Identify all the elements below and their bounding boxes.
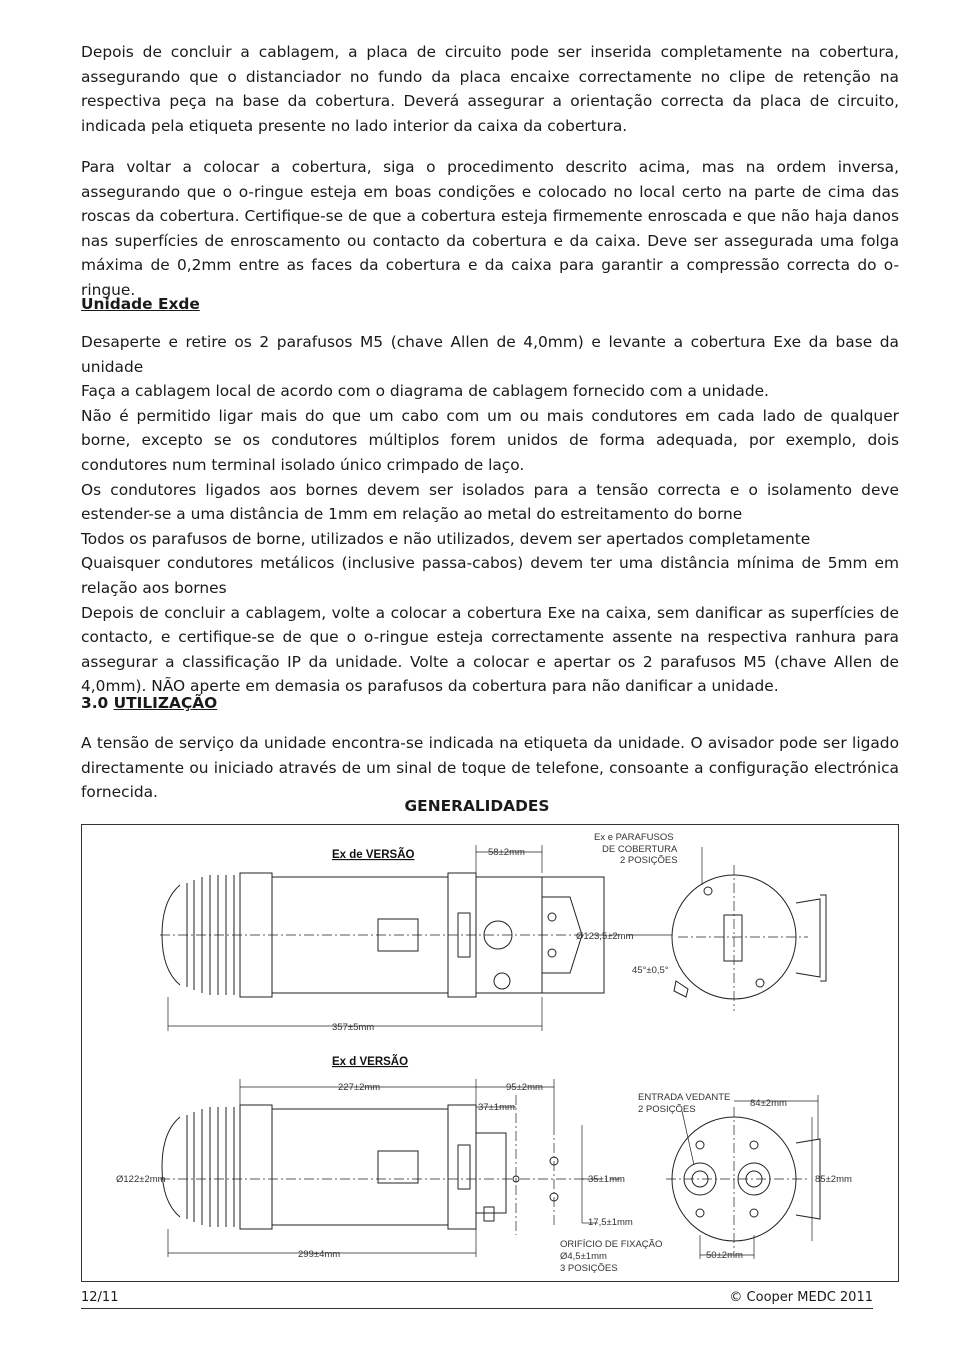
exd-version-label: Ex d VERSÃO — [332, 1056, 409, 1068]
dim-357: 357±5mm — [332, 1022, 375, 1033]
screws-label-1: Ex e PARAFUSOS — [594, 832, 674, 843]
exde-line: Desaperte e retire os 2 parafusos M5 (chave Allen de 4,0mm) e levante a cobertura Exe da base da unidade — [81, 333, 899, 376]
paragraph-text: Para voltar a colocar a cobertura, siga o procedimento descrito acima, mas na ordem inversa, assegurando que o o-ringue esteja em boas condições e colocado no local certo na parte de cima das roscas da cobertura. Certifique-se de que a cobertura esteja firmemente enroscada e que não haja danos nas superfícies de enroscamento ou contacto da cobertura e da caixa. Deve ser assegurada uma folga máxima de 0,2mm entre as faces da cobertura e da caixa para garantir a compressão correcta do o-ringue. — [81, 158, 899, 299]
gland-label-1: ENTRADA VEDANTE — [638, 1092, 731, 1103]
dim-58: 58±2mm — [488, 847, 525, 858]
screws-label-3: 2 POSIÇÕES — [620, 855, 678, 866]
section-title: UTILIZAÇÃO — [113, 694, 218, 712]
exd-lens-outline — [162, 1117, 180, 1217]
dim-17: 17,5±1mm — [588, 1217, 633, 1228]
exde-version-label: Ex de VERSÃO — [332, 849, 415, 861]
drawing-svg — [82, 825, 900, 1283]
exd-collar — [448, 1105, 476, 1229]
exd-body — [272, 1109, 448, 1225]
paragraph-text: A tensão de serviço da unidade encontra-se indicada na etiqueta da unidade. O avisador pode ser ligado directamente ou iniciado através de um sinal de toque de telefone, consoante a configuração electrónica fornecida. — [81, 734, 899, 802]
dim-122: Ø122±2mm — [116, 1174, 166, 1185]
dim-123: Ø123,5±2mm — [576, 931, 634, 942]
paragraph-text: Depois de concluir a cablagem, a placa de circuito pode ser inserida completamente na cobertura, assegurando que o distanciador no fundo da placa encaixe correctamente no clipe de retenção na respectiva peça na base da cobertura. Deverá assegurar a orientação correcta da placa de circuito, indicada pela etiqueta presente no lado interior da caixa da cobertura. — [81, 43, 899, 135]
exd-label-plate — [378, 1151, 418, 1183]
exde-instructions — [81, 330, 899, 699]
dim-84: 84±2mm — [750, 1098, 787, 1109]
paragraph-board-insertion — [81, 40, 899, 138]
dim-37: 37±1mm — [478, 1102, 515, 1113]
figure-title: GENERALIDADES — [404, 797, 550, 815]
dim-50: 50±2mm — [706, 1250, 743, 1261]
page-number: 12/11 — [81, 1290, 119, 1305]
dim-95: 95±2mm — [506, 1082, 543, 1093]
copyright: © Cooper MEDC 2011 — [729, 1290, 873, 1305]
exde-line: Depois de concluir a cablagem, volte a colocar a cobertura Exe na caixa, sem danificar as superfícies de contacto, e certifique-se de que o o-ringue esteja correctamente assente na respectiva ranhura para assegurar a classificação IP da unidade. Volte a colocar e apertar os 2 parafusos M5 (chave Allen de 4,0mm). NÃO aperte em demasia os parafusos da cobertura para não danificar a unidade. — [81, 603, 899, 696]
section-heading — [81, 691, 217, 715]
exde-line: Faça a cablagem local de acordo com o diagrama de cablagem fornecido com a unidade. — [81, 382, 769, 401]
fixing-label-3: 3 POSIÇÕES — [560, 1263, 618, 1274]
dim-85: 85±2mm — [815, 1174, 852, 1185]
gland-label-2: 2 POSIÇÕES — [638, 1104, 696, 1115]
exde-line: Quaisquer condutores metálicos (inclusive passa-cabos) devem ter uma distância mínima de 5mm em relação aos bornes — [81, 554, 899, 597]
dim-299: 299±4mm — [298, 1249, 341, 1260]
dim-35: 35±1mm — [588, 1174, 625, 1185]
fixing-label-2: Ø4,5±1mm — [560, 1251, 607, 1262]
fixing-label-1: ORIFÍCIO DE FIXAÇÃO — [560, 1239, 663, 1250]
paragraph-cover-replace — [81, 155, 899, 303]
technical-drawing — [81, 824, 899, 1282]
exd-flange — [240, 1105, 272, 1229]
section-number: 3.0 — [81, 694, 109, 712]
exde-line: Os condutores ligados aos bornes devem ser isolados para a tensão correcta e o isolamento deve estender-se a uma distância de 1mm em relação ao metal do estreitamento do borne — [81, 480, 899, 524]
footer-rule — [81, 1308, 873, 1309]
screws-label-2: DE COBERTURA — [602, 844, 678, 855]
exde-heading: Unidade Exde — [81, 295, 200, 313]
exde-line: Não é permitido ligar mais do que um cabo com um ou mais condutores em cada lado de qualquer borne, excepto se os condutores múltiplos forem unidos de forma adequada, por exemplo, dois condutores num terminal isolado único crimpado de laço. — [81, 406, 899, 474]
dim-227: 227±2mm — [338, 1082, 381, 1093]
exde-line: Todos os parafusos de borne, utilizados e não utilizados, devem ser apertados completamente — [81, 529, 811, 548]
dim-45: 45°±0,5° — [632, 965, 669, 976]
